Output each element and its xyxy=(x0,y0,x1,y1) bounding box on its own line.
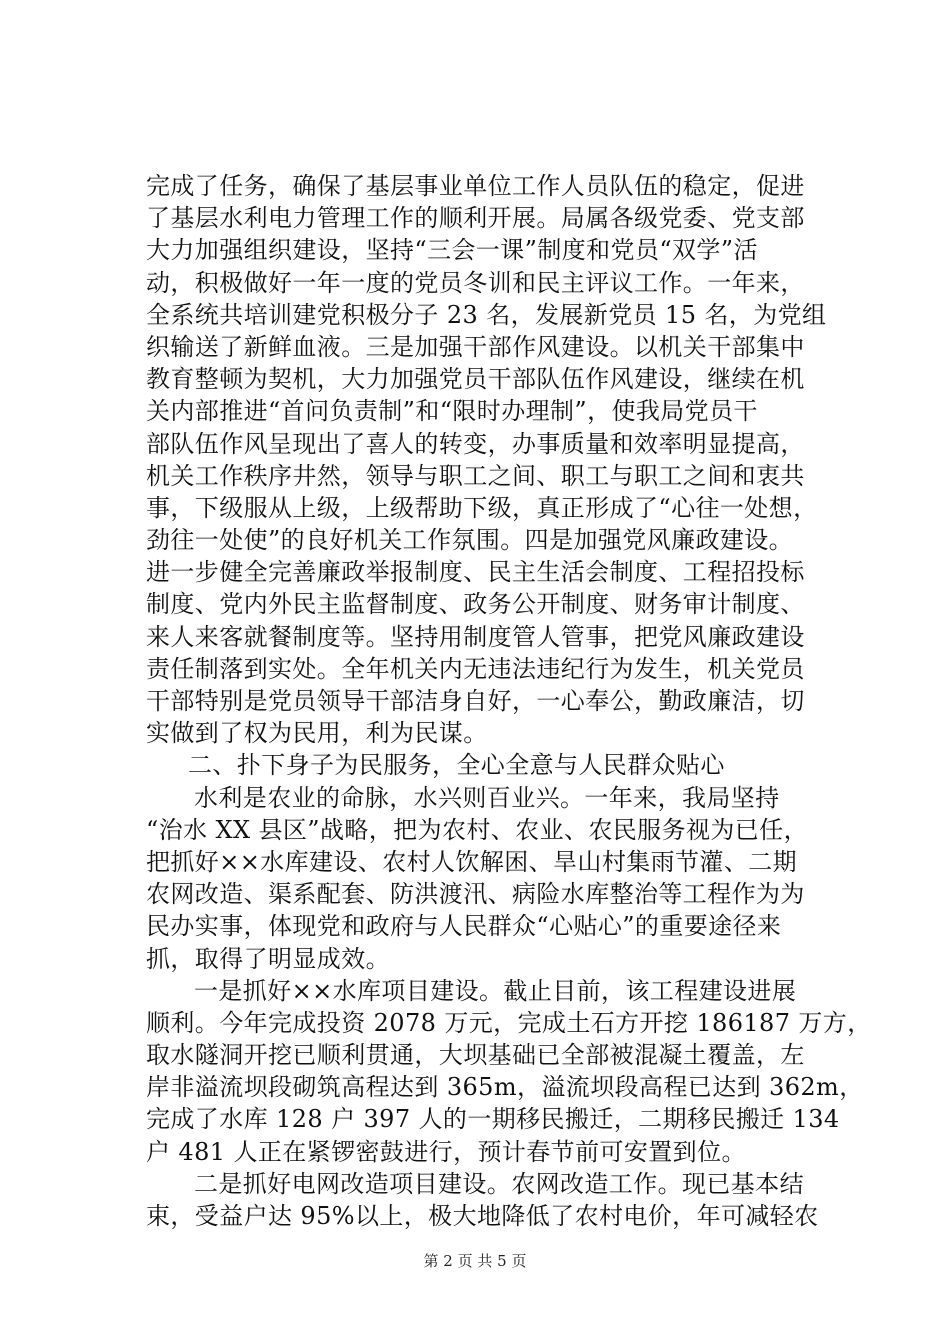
document-body xyxy=(146,170,872,1232)
paragraph-line: 事，下级服从上级，上级帮助下级，真正形成了“心往一处想， xyxy=(146,493,818,522)
paragraph-line: 机关工作秩序井然，领导与职工之间、职工与职工之间和衷共 xyxy=(146,461,805,490)
paragraph-line: 动，积极做好一年一度的党员冬训和民主评议工作。一年来， xyxy=(146,268,805,297)
paragraph-line: 户 481 人正在紧锣密鼓进行，预计春节前可安置到位。 xyxy=(146,1137,746,1166)
paragraph-line: 把抓好××水库建设、农村人饮解困、旱山村集雨节灌、二期 xyxy=(146,847,798,876)
paragraph-line: 制度、党内外民主监督制度、政务公开制度、财务审计制度、 xyxy=(146,590,805,619)
paragraph-line: 束，受益户达 95%以上，极大地降低了农村电价，年可减轻农 xyxy=(146,1202,819,1230)
paragraph-line: 大力加强组织建设，坚持“三会一课”制度和党员“双学”活 xyxy=(146,236,758,265)
paragraph-line: 抓，取得了明显成效。 xyxy=(146,944,390,973)
paragraph-line: 织输送了新鲜血液。三是加强干部作风建设。以机关干部集中 xyxy=(146,332,805,361)
paragraph-line: 责任制落到实处。全年机关内无违法违纪行为发生，机关党员 xyxy=(146,654,805,683)
paragraph-line: 完成了任务，确保了基层事业单位工作人员队伍的稳定，促进 xyxy=(146,172,805,200)
paragraph-line: 劲往一处使”的良好机关工作氛围。四是加强党风廉政建设。 xyxy=(146,526,794,555)
paragraph-line: “治水 XX 县区”战略，把为农村、农业、农民服务视为已任， xyxy=(146,815,808,844)
paragraph-line: 来人来客就餐制度等。坚持用制度管人管事，把党风廉政建设 xyxy=(146,622,805,651)
paragraph-line: 民办实事，体现党和政府与人民群众“心贴心”的重要途径来 xyxy=(146,912,782,941)
paragraph-line: 完成了水库 128 户 397 人的一期移民搬迁，二期移民搬迁 134 xyxy=(146,1105,840,1134)
paragraph-line: 农网改造、渠系配套、防洪渡汛、病险水库整治等工程作为为 xyxy=(146,880,805,909)
paragraph-line: 全系统共培训建党积极分子 23 名，发展新党员 15 名，为党组 xyxy=(146,300,827,329)
section-heading: 二、扑下身子为民服务，全心全意与人民群众贴心 xyxy=(188,751,725,780)
paragraph-line: 一是抓好××水库项目建设。截止目前，该工程建设进展 xyxy=(194,976,797,1005)
paragraph-line: 顺利。今年完成投资 2078 万元，完成土石方开挖 186187 万方， xyxy=(146,1008,872,1037)
paragraph-line: 部队伍作风呈现出了喜人的转变，办事质量和效率明显提高， xyxy=(146,429,805,458)
paragraph-line: 教育整顿为契机，大力加强党员干部队伍作风建设，继续在机 xyxy=(146,365,805,394)
paragraph-line: 进一步健全完善廉政举报制度、民主生活会制度、工程招投标 xyxy=(146,558,805,587)
page-footer: 第 2 页 共 5 页 xyxy=(423,1252,527,1270)
paragraph-line: 水利是农业的命脉，水兴则百业兴。一年来，我局坚持 xyxy=(194,783,780,812)
paragraph-line: 关内部推进“首问负责制”和“限时办理制”，使我局党员干 xyxy=(146,397,758,426)
paragraph-line: 了基层水利电力管理工作的顺利开展。局属各级党委、党支部 xyxy=(146,204,805,233)
paragraph-line: 二是抓好电网改造项目建设。农网改造工作。现已基本结 xyxy=(194,1169,804,1198)
paragraph-line: 干部特别是党员领导干部洁身自好，一心奉公，勤政廉洁，切 xyxy=(146,687,805,715)
paragraph-line: 实做到了权为民用，利为民谋。 xyxy=(146,719,488,748)
paragraph-line: 岸非溢流坝段砌筑高程达到 365m，溢流坝段高程已达到 362m， xyxy=(146,1073,864,1102)
paragraph-line: 取水隧洞开挖已顺利贯通，大坝基础已全部被混凝土覆盖，左 xyxy=(146,1041,805,1070)
